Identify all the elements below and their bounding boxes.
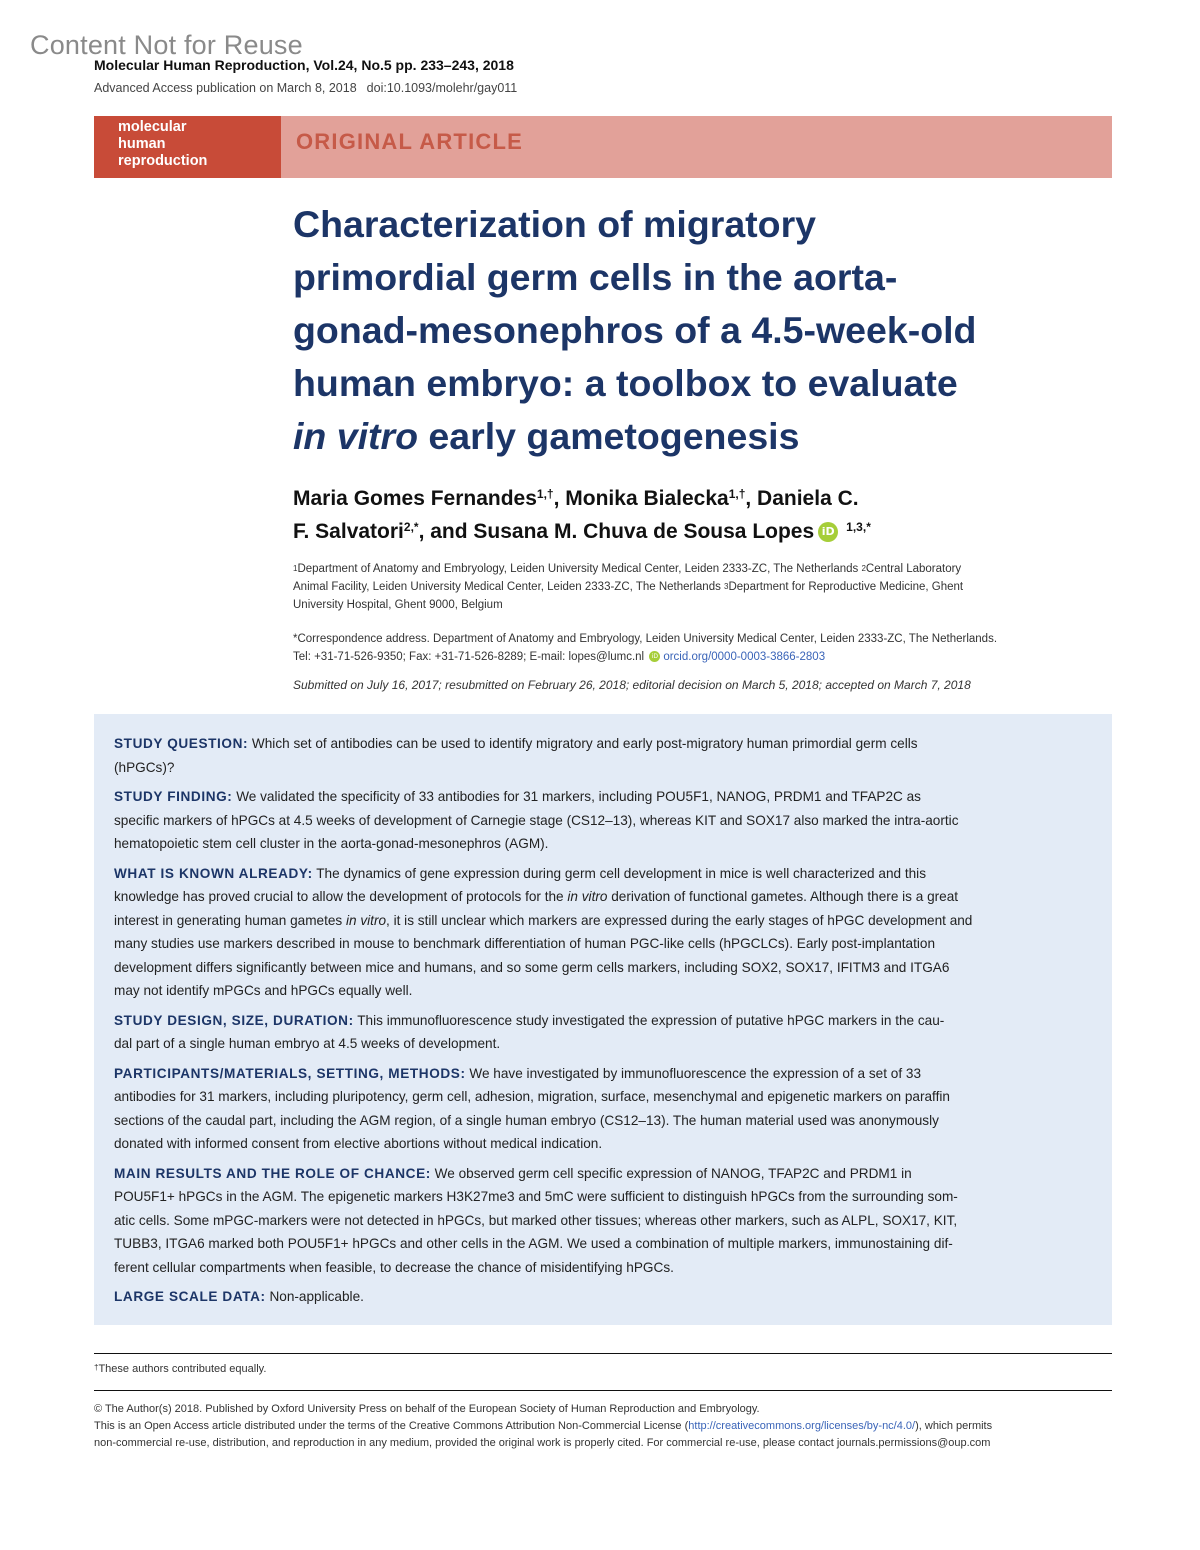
author-line	[293, 482, 1093, 515]
abstract-methods	[114, 1062, 1094, 1156]
logo-line: molecular	[118, 119, 187, 135]
affiliation-line	[293, 560, 1093, 578]
abstract-heading: WHAT IS KNOWN ALREADY:	[114, 865, 313, 881]
footnote	[94, 1363, 266, 1375]
abstract-line: hematopoietic stem cell cluster in the aorta-gonad-mesonephros (AGM).	[114, 836, 549, 851]
affil-sup: 3	[724, 582, 729, 591]
footnote-sup: †	[94, 1363, 99, 1372]
divider	[94, 1390, 1112, 1391]
abstract-line: may not identify mPGCs and hPGCs equally well.	[114, 983, 413, 998]
affil-sup: 2	[861, 564, 866, 573]
footnote-text: These authors contributed equally.	[98, 1363, 267, 1375]
abstract-line: ferent cellular compartments when feasible, to decrease the chance of misidentifying hPGCs.	[114, 1259, 674, 1275]
author-name: , Daniela C.	[745, 487, 859, 510]
abstract-line	[114, 1062, 1094, 1086]
orcid-link[interactable]: orcid.org/0000-0003-3866-2803	[663, 651, 826, 663]
correspondence	[293, 630, 1113, 666]
license-line: non-commercial re-use, distribution, and reproduction in any medium, provided the original work is properly cited. For commercial re-use, please contact journals.permissions@oup.com	[94, 1437, 991, 1449]
article-title	[293, 198, 1113, 463]
affiliation-text: Department for Reproductive Medicine, Ghent	[728, 581, 964, 593]
title-italic: in vitro	[293, 415, 419, 457]
abstract-line	[114, 1009, 1094, 1033]
abstract-line	[114, 862, 1094, 886]
license-text: This is an Open Access article distributed under the terms of the Creative Commons Attribution Non-Commercial License (	[94, 1420, 689, 1432]
abstract-line	[114, 785, 1094, 809]
author-list	[293, 482, 1093, 548]
doi: doi:10.1093/molehr/gay011	[366, 81, 518, 95]
affiliations	[293, 560, 1093, 614]
logo-line: human	[118, 136, 166, 152]
abstract-text: knowledge has proved crucial to allow the development of protocols for the	[114, 889, 568, 904]
abstract-italic: in vitro	[346, 912, 387, 928]
title-line: gonad-mesonephros of a 4.5-week-old	[293, 309, 977, 351]
abstract-line: specific markers of hPGCs at 4.5 weeks of development of Carnegie stage (CS12–13), whereas KIT and SOX17 also marked the intra-aortic	[114, 812, 959, 828]
article-type-label: ORIGINAL ARTICLE	[296, 129, 523, 154]
abstract-heading: LARGE SCALE DATA:	[114, 1289, 266, 1304]
abstract-line: antibodies for 31 markers, including pluripotency, germ cell, adhesion, migration, surface, mesenchymal and epigenetic markers on paraffin	[114, 1089, 950, 1104]
abstract-line: (hPGCs)?	[114, 759, 175, 775]
license	[94, 1401, 1114, 1452]
affiliation-line	[293, 578, 1093, 596]
abstract-heading: PARTICIPANTS/MATERIALS, SETTING, METHODS:	[114, 1065, 466, 1081]
abstract-known-already	[114, 862, 1094, 1003]
watermark: Content Not for Reuse	[30, 30, 303, 60]
abstract-heading: STUDY QUESTION:	[114, 736, 249, 751]
author-name: Maria Gomes Fernandes	[293, 487, 537, 510]
title-line: human embryo: a toolbox to evaluate	[293, 362, 958, 404]
abstract-text: We observed germ cell specific expression of NANOG, TFAP2C and PRDM1 in	[430, 1165, 912, 1181]
abstract-design	[114, 1009, 1094, 1056]
abstract-heading: STUDY FINDING:	[114, 789, 233, 804]
correspondence-line	[293, 648, 1113, 666]
author-name: , and Susana M. Chuva de Sousa Lopes	[418, 520, 815, 543]
abstract-line: atic cells. Some mPGC-markers were not detected in hPGCs, but marked other tissues; whereas other markers, such as ALPL, SOX17, KIT,	[114, 1212, 958, 1228]
title-rest: early gametogenesis	[418, 415, 800, 457]
abstract-line	[114, 1285, 1094, 1309]
correspondence-line: *Correspondence address. Department of Anatomy and Embryology, Leiden University Medical Center, Leiden 2333-ZC, The Netherlands.	[293, 633, 998, 645]
abstract-large-scale	[114, 1285, 1094, 1309]
article-type-banner	[94, 116, 1112, 178]
title-line: Characterization of migratory	[293, 203, 817, 245]
title-line: primordial germ cells in the aorta-	[293, 256, 898, 298]
orcid-icon[interactable]: iD	[649, 651, 660, 662]
abstract-line	[114, 732, 1094, 756]
license-line: © The Author(s) 2018. Published by Oxford University Press on behalf of the European Society of Human Reproduction and Embryology.	[94, 1403, 760, 1415]
abstract-line: donated with informed consent from elective abortions without medical indication.	[114, 1136, 603, 1151]
abstract-heading: MAIN RESULTS AND THE ROLE OF CHANCE:	[114, 1165, 431, 1181]
abstract	[114, 732, 1094, 1315]
journal-logo	[94, 116, 281, 178]
abstract-text: We validated the specificity of 33 antibodies for 31 markers, including POU5F1, NANOG, PRDM1 and TFAP2C as	[232, 789, 921, 804]
abstract-line: development differs significantly between mice and humans, and so some germ cells markers, including SOX2, SOX17, IFITM3 and ITGA6	[114, 959, 950, 975]
abstract-line: sections of the caudal part, including the AGM region, of a single human embryo (CS12–13). The human material used was anonymously	[114, 1112, 939, 1128]
author-line	[293, 515, 1093, 548]
abstract-study-finding	[114, 785, 1094, 856]
abstract-line	[114, 909, 1094, 933]
correspondence-contact: Tel: +31-71-526-9350; Fax: +31-71-526-8289; E-mail: lopes@lumc.nl	[293, 651, 645, 663]
abstract-text: This immunofluorescence study investigated the expression of putative hPGC markers in the cau-	[353, 1012, 945, 1028]
logo-line: reproduction	[118, 153, 208, 169]
abstract-italic: in vitro	[567, 889, 608, 904]
orcid-icon[interactable]: iD	[818, 522, 838, 542]
abstract-text: interest in generating human gametes	[114, 912, 346, 928]
abstract-line	[114, 1162, 1094, 1186]
license-text: ), which permits	[915, 1420, 993, 1432]
license-line	[94, 1418, 1114, 1435]
title-line	[293, 410, 1113, 463]
access-date: Advanced Access publication on March 8, 2018	[94, 81, 357, 95]
access-line	[94, 81, 517, 95]
author-affil-sup: 1,†	[536, 487, 554, 501]
journal-citation: Molecular Human Reproduction, Vol.24, No.5 pp. 233–243, 2018	[94, 57, 514, 73]
author-affil-sup: 1,3,*	[846, 520, 871, 534]
abstract-text: We have investigated by immunofluorescence the expression of a set of 33	[465, 1065, 922, 1081]
affiliation-text: Central Laboratory	[865, 563, 962, 575]
license-link[interactable]: http://creativecommons.org/licenses/by-nc/4.0/	[688, 1420, 916, 1432]
abstract-text: The dynamics of gene expression during germ cell development in mice is well characterized and this	[312, 865, 927, 881]
affiliation-text: Animal Facility, Leiden University Medical Center, Leiden 2333-ZC, The Netherlands	[293, 581, 725, 593]
author-name: F. Salvatori	[293, 520, 404, 543]
abstract-line: TUBB3, ITGA6 marked both POU5F1+ hPGCs and other cells in the AGM. We used a combination of multiple markers, immunostaining dif-	[114, 1236, 953, 1251]
abstract-study-question	[114, 732, 1094, 779]
abstract-text: derivation of functional gametes. Although there is a great	[607, 889, 959, 904]
abstract-line: POU5F1+ hPGCs in the AGM. The epigenetic markers H3K27me3 and 5mC were sufficient to distinguish hPGCs from the surrounding som-	[114, 1189, 958, 1204]
abstract-line: dal part of a single human embryo at 4.5 weeks of development.	[114, 1036, 501, 1051]
abstract-text: Which set of antibodies can be used to identify migratory and early post-migratory human primordial germ cells	[248, 736, 918, 751]
abstract-heading: STUDY DESIGN, SIZE, DURATION:	[114, 1012, 354, 1028]
author-affil-sup: 1,†	[728, 487, 746, 501]
divider	[94, 1353, 1112, 1354]
affiliation-text: Department of Anatomy and Embryology, Leiden University Medical Center, Leiden 2333-ZC, The Netherlands	[297, 563, 862, 575]
author-affil-sup: 2,*	[403, 520, 419, 534]
abstract-line	[114, 885, 1094, 909]
author-name: , Monika Bialecka	[553, 487, 729, 510]
abstract-line: many studies use markers described in mouse to benchmark differentiation of human PGC-like cells (hPGCLCs). Early post-implantation	[114, 936, 936, 951]
abstract-text: , it is still unclear which markers are expressed during the early stages of hPGC development and	[386, 912, 973, 928]
affil-sup: 1	[293, 564, 298, 573]
abstract-text: Non-applicable.	[265, 1289, 364, 1304]
submission-dates: Submitted on July 16, 2017; resubmitted on February 26, 2018; editorial decision on March 5, 2018; accepted on March 7, 2018	[293, 678, 971, 692]
affiliation-line: University Hospital, Ghent 9000, Belgium	[293, 599, 503, 611]
abstract-results	[114, 1162, 1094, 1280]
